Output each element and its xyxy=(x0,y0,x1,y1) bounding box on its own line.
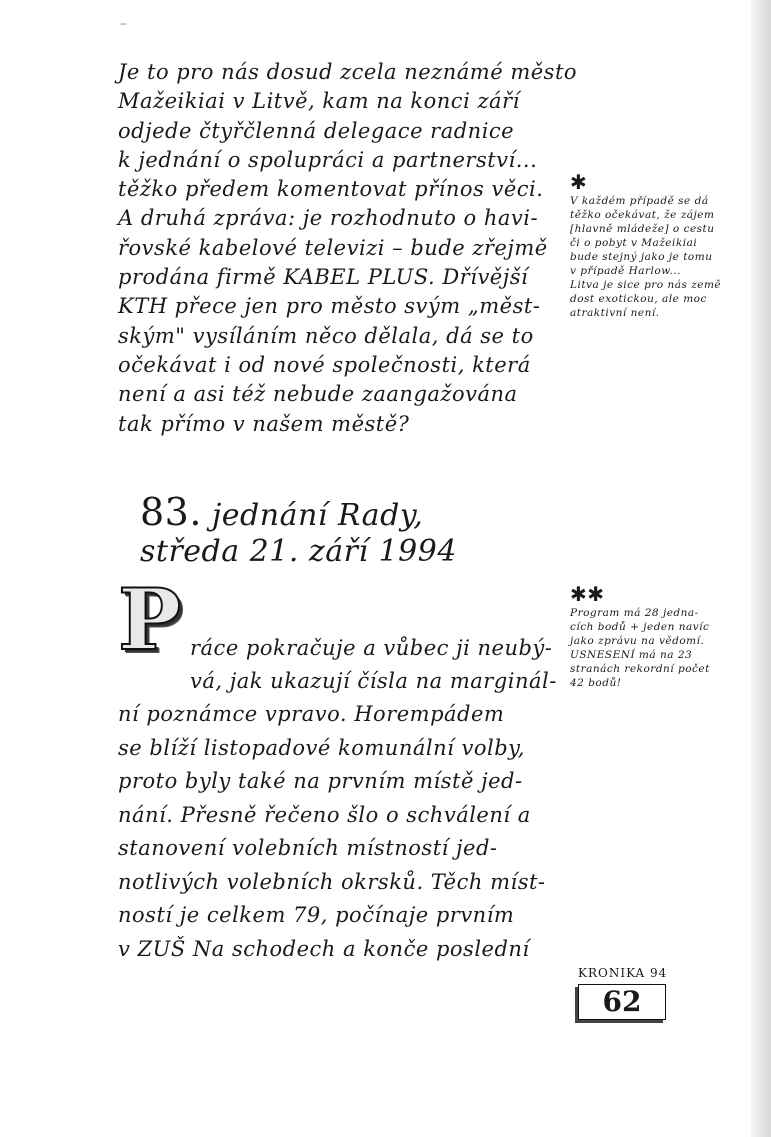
text-line: jako zprávu na vědomí. xyxy=(570,635,705,647)
text-line: [hlavně mládeže] o cestu xyxy=(570,223,715,235)
text-line: ností je celkem 79, počínaje prvním xyxy=(118,903,515,927)
top-mark: – xyxy=(120,16,127,32)
text-line: 42 bodů! xyxy=(570,677,622,689)
text-line: Je to pro nás dosud zcela neznámé město xyxy=(118,60,578,84)
page-gutter-shadow xyxy=(751,0,771,1137)
session-date: středa 21. září 1994 xyxy=(140,534,457,569)
text-line: k jednání o spolupráci a partnerství... xyxy=(118,147,538,172)
text-line: V každém případě se dá xyxy=(570,195,709,207)
text-line: těžko předem komentovat přínos věci. xyxy=(118,177,544,202)
paragraph-main xyxy=(118,698,568,966)
text-line: vá, jak ukazují čísla na marginál- xyxy=(190,669,557,693)
margin-note-1-text xyxy=(570,194,760,320)
margin-note-1 xyxy=(570,172,760,320)
text-line: či o pobyt v Mažeikiai xyxy=(570,237,698,249)
margin-note-2-text xyxy=(570,606,760,690)
text-line: bude stejný jako je tomu xyxy=(570,251,713,263)
asterisk-mark: ✱ xyxy=(570,170,588,194)
text-line: řovské kabelové televizi – bude zřejmě xyxy=(118,235,548,260)
text-line: těžko očekávat, že zájem xyxy=(570,209,715,221)
paragraph-main-start xyxy=(190,632,570,698)
drop-cap-letter: P xyxy=(118,570,182,669)
text-line: nání. Přesně řečeno šlo o schválení a xyxy=(118,802,531,827)
text-line: proto byly také na prvním místě jed- xyxy=(118,769,523,793)
margin-note-2 xyxy=(570,584,760,690)
text-line: Litva je sice pro nás země xyxy=(570,279,722,291)
text-line: prodána firmě KABEL PLUS. Dřívější xyxy=(118,265,529,290)
text-line: ským" vysíláním něco dělala, dá se to xyxy=(118,323,534,348)
double-asterisk-mark: ✱✱ xyxy=(570,582,605,606)
text-line: ráce pokračuje a vůbec ji neubý- xyxy=(190,636,553,660)
text-line: stanovení volebních místností jed- xyxy=(118,836,498,860)
text-line: stranách rekordní počet xyxy=(570,663,710,675)
session-number: 83. xyxy=(140,490,202,534)
text-line: Program má 28 jedna- xyxy=(570,607,699,619)
session-heading xyxy=(140,490,457,570)
text-line: se blíží listopadové komunální volby, xyxy=(118,735,525,760)
text-line: odjede čtyřčlenná delegace radnice xyxy=(118,118,515,143)
text-line: USNESENÍ má na 23 xyxy=(570,649,693,661)
text-line: cích bodů + jeden navíc xyxy=(570,621,710,633)
text-line: KTH přece jen pro město svým „měst- xyxy=(118,294,541,319)
text-line: notlivých volebních okrsků. Těch míst- xyxy=(118,869,546,894)
text-line: očekávat i od nové společnosti, která xyxy=(118,352,531,377)
text-line: atraktivní není. xyxy=(570,307,660,319)
chronicle-label: KRONIKA 94 xyxy=(578,966,668,980)
page-number: 62 xyxy=(578,984,666,1020)
paragraph-intro xyxy=(118,58,578,439)
text-line: tak přímo v našem městě? xyxy=(118,411,410,436)
session-title: jednání Rady, xyxy=(211,498,424,533)
text-line: ní poznámce vpravo. Horempádem xyxy=(118,702,505,726)
text-line: v ZUŠ Na schodech a konče poslední xyxy=(118,936,530,961)
text-line: dost exotickou, ale moc xyxy=(570,293,707,305)
text-line: není a asi též nebude zaangažována xyxy=(118,382,518,407)
text-line: Mažeikiai v Litvě, kam na konci září xyxy=(118,89,520,114)
text-line: A druhá zpráva: je rozhodnuto o havi- xyxy=(118,206,539,231)
text-line: v případě Harlow... xyxy=(570,265,681,277)
